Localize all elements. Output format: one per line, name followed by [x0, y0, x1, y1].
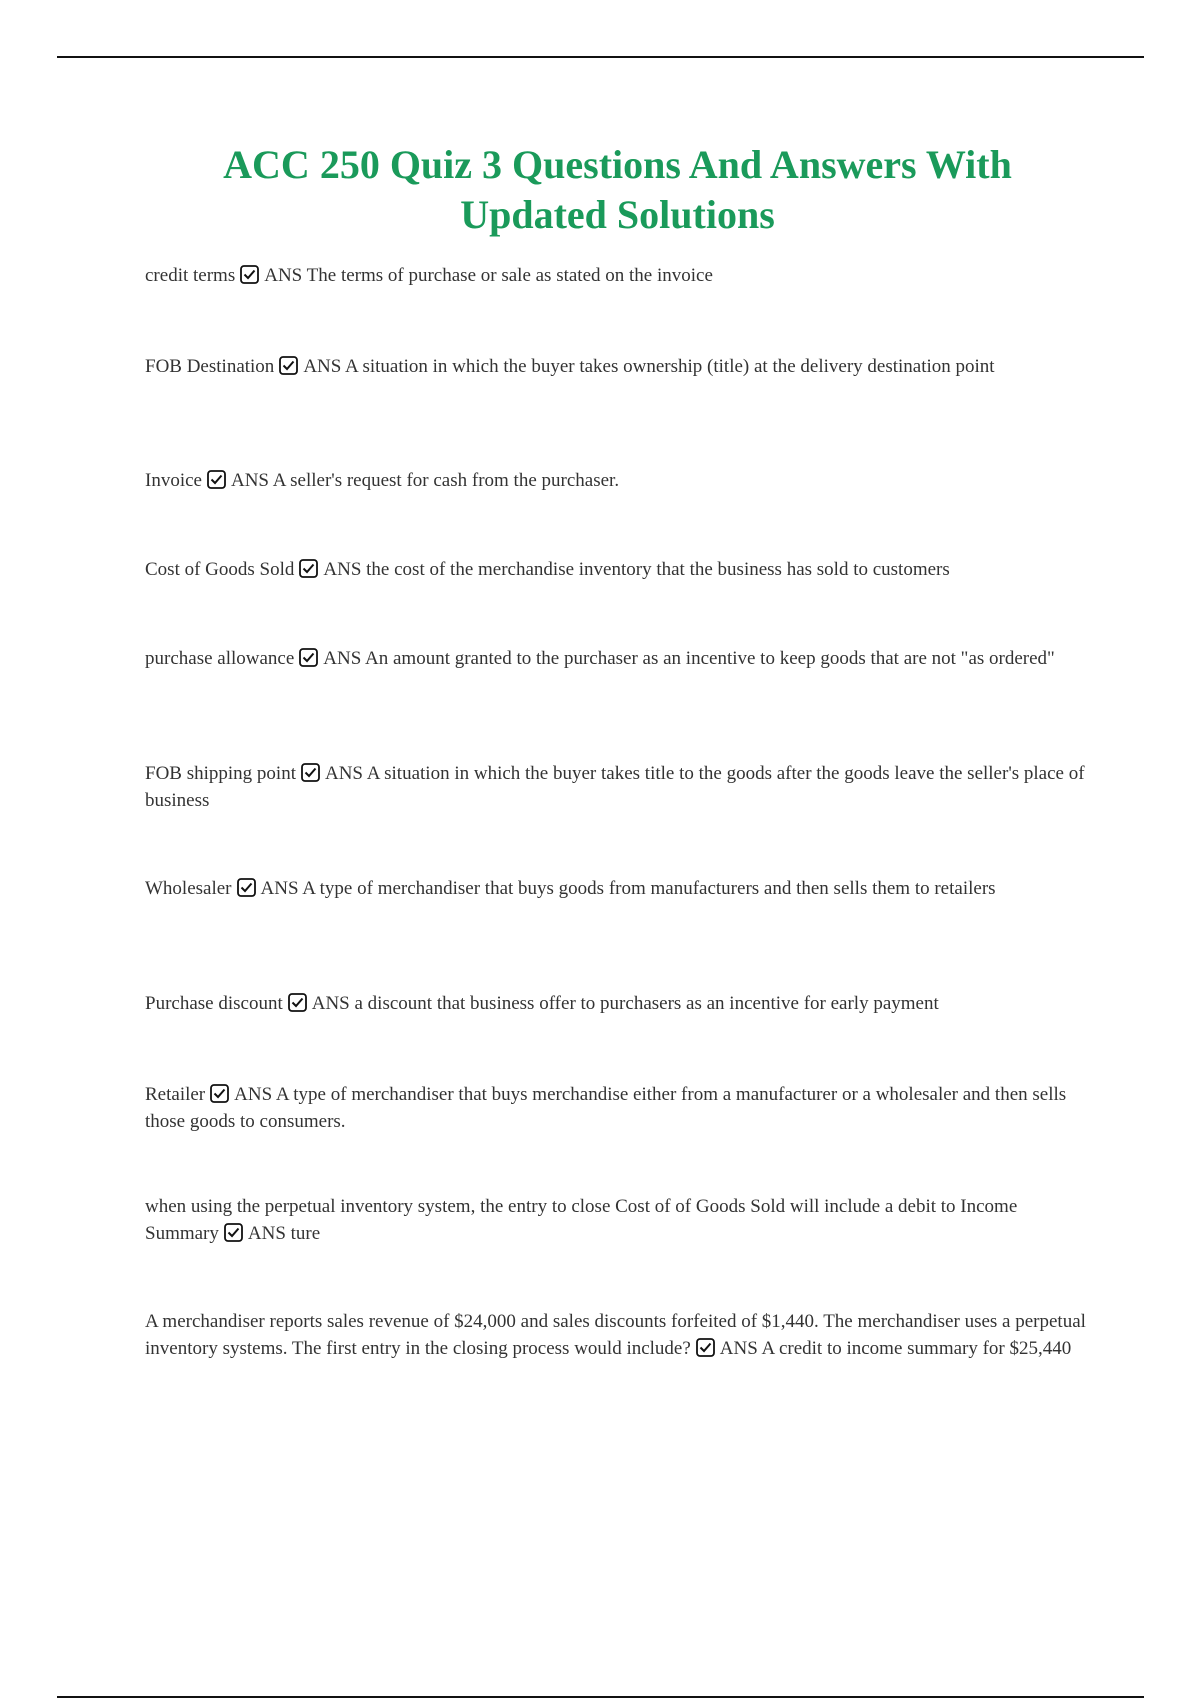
qa-item — [145, 875, 1090, 902]
qa-answer: A credit to income summary for $25,440 — [761, 1338, 1072, 1359]
answer-prefix: ANS — [260, 878, 299, 899]
answer-prefix: ANS — [323, 648, 362, 669]
qa-item — [145, 760, 1090, 814]
qa-item — [145, 353, 1090, 380]
answer-prefix: ANS — [264, 265, 303, 286]
answer-prefix: ANS — [719, 1338, 758, 1359]
qa-answer: The terms of purchase or sale as stated on the invoice — [306, 265, 713, 286]
qa-item — [145, 467, 1090, 494]
qa-answer: ture — [290, 1223, 321, 1244]
checkbox-checked-icon — [224, 1223, 243, 1242]
qa-item — [145, 556, 1090, 583]
qa-term: purchase allowance — [145, 648, 295, 669]
qa-term: Invoice — [145, 470, 202, 491]
qa-answer: A situation in which the buyer takes ownership (title) at the delivery destination point — [345, 356, 995, 377]
qa-term: A merchandiser reports sales revenue of $24,000 and sales discounts forfeited of $1,440. The merchandiser uses a perpetual inventory systems. The first entry in the closing process would include? — [145, 1311, 1086, 1359]
answer-prefix: ANS — [247, 1223, 286, 1244]
answer-prefix: ANS — [311, 993, 350, 1014]
document-title: ACC 250 Quiz 3 Questions And Answers With Updated Solutions — [223, 142, 1012, 237]
qa-answer: An amount granted to the purchaser as an incentive to keep goods that are not "as ordered" — [365, 648, 1055, 669]
qa-answer: A situation in which the buyer takes title to the goods after the goods leave the seller's place of business — [145, 763, 1085, 811]
checkbox-checked-icon — [299, 648, 318, 667]
answer-prefix: ANS — [323, 559, 362, 580]
answer-prefix: ANS — [303, 356, 342, 377]
checkbox-checked-icon — [237, 878, 256, 897]
checkbox-checked-icon — [301, 763, 320, 782]
answer-prefix: ANS — [230, 470, 269, 491]
qa-term: Cost of Goods Sold — [145, 559, 295, 580]
qa-item — [145, 990, 1090, 1017]
qa-answer: A type of merchandiser that buys merchandise either from a manufacturer or a wholesaler and then sells those goods to consumers. — [145, 1084, 1067, 1132]
answer-prefix: ANS — [234, 1084, 273, 1105]
qa-answer: A type of merchandiser that buys goods from manufacturers and then sells them to retailers — [302, 878, 996, 899]
qa-answer: A seller's request for cash from the purchaser. — [272, 470, 620, 491]
checkbox-checked-icon — [279, 356, 298, 375]
qa-item — [145, 645, 1090, 672]
qa-item — [145, 1193, 1090, 1247]
bottom-rule — [57, 1696, 1144, 1698]
qa-item — [145, 1081, 1090, 1135]
qa-term: FOB Destination — [145, 356, 275, 377]
qa-term: credit terms — [145, 265, 236, 286]
qa-term: when using the perpetual inventory system, the entry to close Cost of of Goods Sold will include a debit to Income Summary — [145, 1196, 1018, 1244]
qa-answer: a discount that business offer to purchasers as an incentive for early payment — [354, 993, 939, 1014]
checkbox-checked-icon — [240, 265, 259, 284]
qa-term: FOB shipping point — [145, 763, 296, 784]
qa-term: Purchase discount — [145, 993, 283, 1014]
answer-prefix: ANS — [324, 763, 363, 784]
qa-item — [145, 1308, 1090, 1362]
qa-item — [145, 262, 1090, 289]
checkbox-checked-icon — [288, 993, 307, 1012]
qa-answer: the cost of the merchandise inventory that the business has sold to customers — [366, 559, 950, 580]
checkbox-checked-icon — [207, 470, 226, 489]
checkbox-checked-icon — [299, 559, 318, 578]
qa-term: Retailer — [145, 1084, 206, 1105]
qa-term: Wholesaler — [145, 878, 232, 899]
checkbox-checked-icon — [696, 1338, 715, 1357]
top-rule — [57, 56, 1144, 58]
checkbox-checked-icon — [210, 1084, 229, 1103]
